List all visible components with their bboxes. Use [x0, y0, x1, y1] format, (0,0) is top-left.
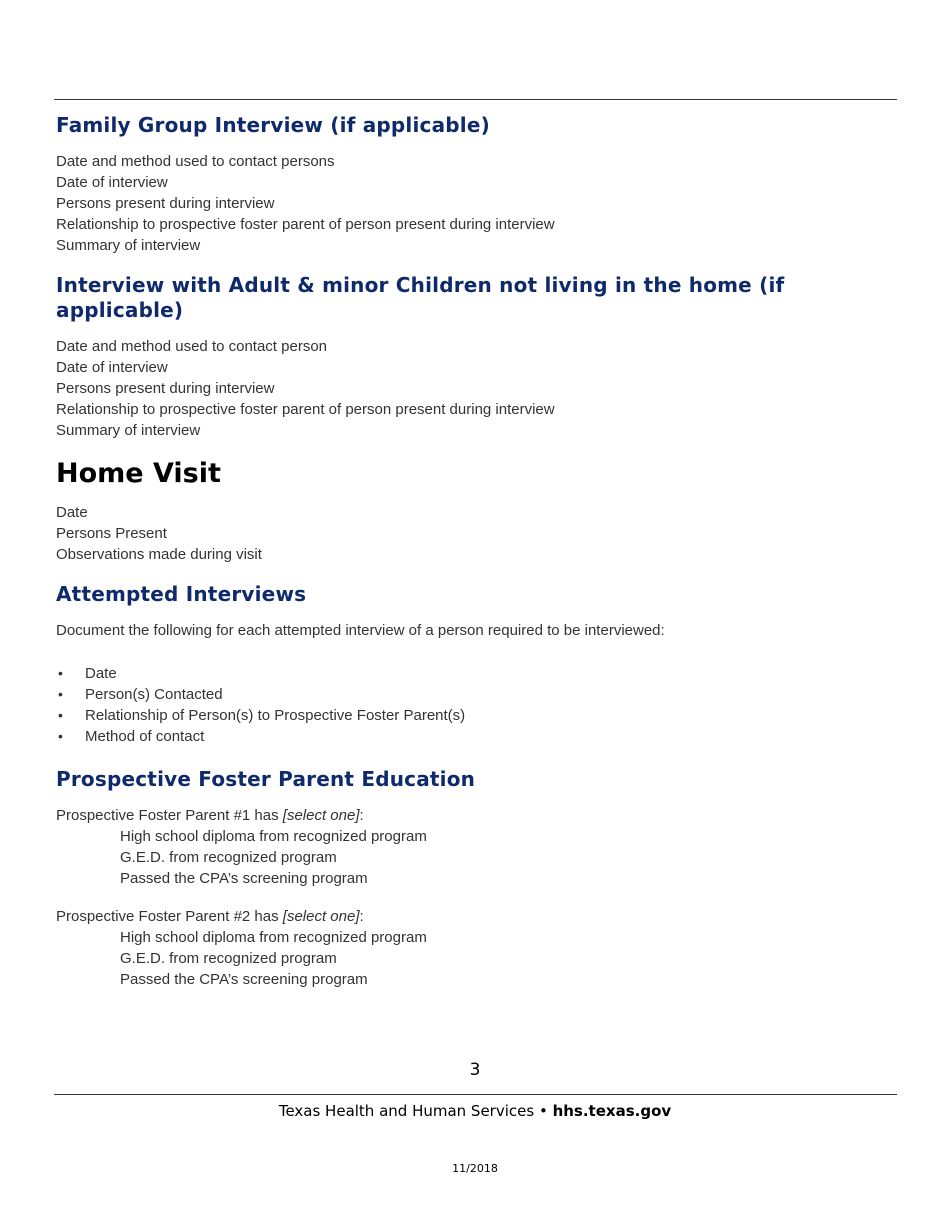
footer-line	[0, 1102, 950, 1120]
list-item: Date of interview	[56, 359, 168, 376]
footer-org: Texas Health and Human Services	[278, 1102, 535, 1120]
parent1-select-one[interactable]: [select one]	[282, 807, 360, 824]
heading-adult-minor-interview	[56, 273, 784, 323]
top-rule	[54, 99, 897, 100]
bullet-text: Person(s) Contacted	[85, 686, 223, 703]
option-item[interactable]: High school diploma from recognized program	[120, 828, 427, 845]
bullet-icon: •	[58, 686, 63, 702]
attempted-intro: Document the following for each attempted interview of a person required to be interviewed:	[56, 622, 665, 639]
list-item: Persons present during interview	[56, 380, 275, 397]
bullet-item	[56, 684, 465, 705]
parent2-options	[120, 927, 427, 990]
footer-separator: •	[534, 1102, 553, 1120]
option-item[interactable]: G.E.D. from recognized program	[120, 950, 337, 967]
bullet-text: Relationship of Person(s) to Prospective Foster Parent(s)	[85, 707, 466, 724]
bullet-item	[56, 726, 465, 747]
option-item[interactable]: Passed the CPA’s screening program	[120, 971, 368, 988]
list-item: Observations made during visit	[56, 546, 262, 563]
bullet-icon: •	[58, 665, 63, 681]
parent1-education-line	[56, 805, 364, 826]
list-item: Relationship to prospective foster parent of person present during interview	[56, 216, 555, 233]
list-item: Summary of interview	[56, 237, 201, 254]
home-visit-items	[56, 502, 262, 565]
footer-site-link[interactable]: hhs.texas.gov	[552, 1102, 672, 1120]
footer-date: 11/2018	[452, 1162, 498, 1175]
family-group-items	[56, 151, 555, 256]
parent2-education-line	[56, 906, 364, 927]
bullet-item	[56, 663, 465, 684]
list-item: Date of interview	[56, 174, 168, 191]
attempted-bullets	[56, 663, 465, 747]
list-item: Persons present during interview	[56, 195, 275, 212]
list-item: Date and method used to contact persons	[56, 153, 335, 170]
bullet-icon: •	[58, 728, 63, 744]
list-item: Summary of interview	[56, 422, 201, 439]
option-item[interactable]: G.E.D. from recognized program	[120, 849, 337, 866]
footer-rule	[54, 1094, 897, 1095]
heading-line: applicable)	[56, 298, 184, 322]
parent2-select-one[interactable]: [select one]	[282, 908, 360, 925]
parent1-prefix: Prospective Foster Parent #1 has	[56, 807, 283, 824]
bullet-text: Date	[85, 665, 117, 682]
heading-family-group-interview: Family Group Interview (if applicable)	[56, 113, 490, 137]
bullet-item	[56, 705, 465, 726]
adult-minor-items	[56, 336, 555, 441]
heading-line: Interview with Adult & minor Children not living in the home (if	[56, 273, 785, 297]
parent2-prefix: Prospective Foster Parent #2 has	[56, 908, 283, 925]
bullet-text: Method of contact	[85, 728, 205, 745]
option-item[interactable]: Passed the CPA’s screening program	[120, 870, 368, 887]
list-item: Date and method used to contact person	[56, 338, 328, 355]
list-item: Date	[56, 504, 88, 521]
parent1-options	[120, 826, 427, 889]
page-number: 3	[469, 1060, 481, 1080]
heading-home-visit: Home Visit	[56, 458, 221, 489]
parent1-suffix: :	[359, 807, 364, 824]
bullet-icon: •	[58, 707, 63, 723]
list-item: Persons Present	[56, 525, 167, 542]
heading-attempted-interviews: Attempted Interviews	[56, 582, 307, 606]
list-item: Relationship to prospective foster parent of person present during interview	[56, 401, 555, 418]
option-item[interactable]: High school diploma from recognized program	[120, 929, 427, 946]
parent2-suffix: :	[359, 908, 364, 925]
heading-foster-parent-education: Prospective Foster Parent Education	[56, 767, 476, 791]
